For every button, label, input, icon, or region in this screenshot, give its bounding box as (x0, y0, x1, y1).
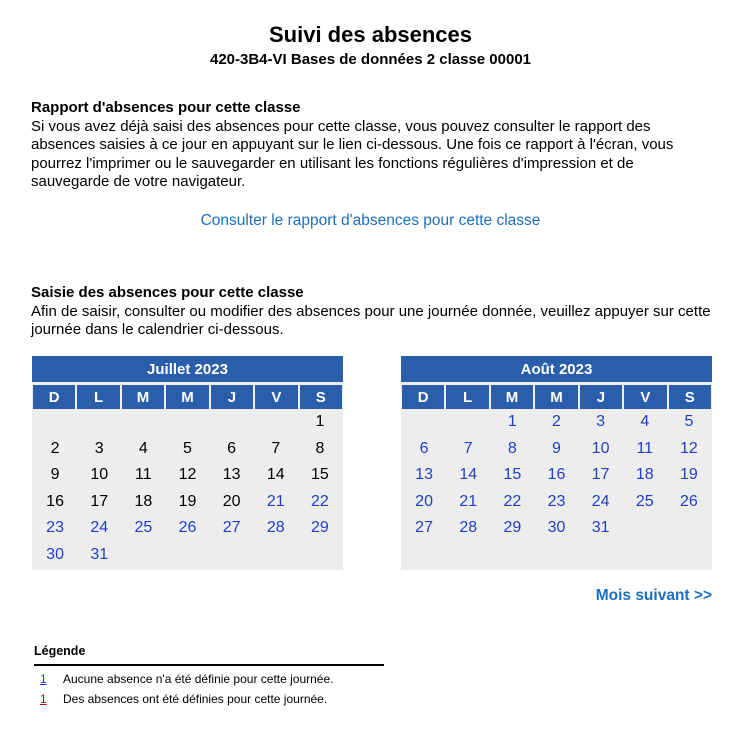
weekday-header (401, 385, 712, 409)
calendar-day[interactable]: 17 (591, 466, 610, 484)
calendar-day: 6 (227, 439, 237, 457)
calendar-day: 8 (315, 439, 325, 457)
next-month-link[interactable]: Mois suivant >> (595, 587, 712, 604)
report-section (31, 99, 711, 192)
calendar-empty-cell (33, 409, 77, 436)
calendar-week-row (401, 489, 712, 516)
entry-heading: Saisie des absences pour cette classe (31, 284, 304, 301)
weekday-label: J (580, 385, 622, 409)
calendar-day[interactable]: 29 (503, 519, 522, 537)
calendar-day[interactable]: 15 (503, 466, 522, 484)
calendar-day[interactable]: 9 (552, 439, 561, 457)
calendar-day[interactable]: 31 (90, 545, 109, 563)
calendar-day[interactable]: 4 (640, 413, 650, 431)
calendar-week-row (32, 542, 343, 569)
calendar-empty-cell (623, 542, 667, 569)
calendar-day: 11 (135, 466, 152, 484)
legend-item-no-absence (34, 672, 384, 686)
legend (34, 644, 384, 706)
calendar-day[interactable]: 16 (547, 466, 566, 484)
calendar-empty-cell (667, 542, 711, 569)
calendar-empty-cell (165, 542, 209, 569)
legend-sample-day-red: 1 (40, 692, 47, 706)
calendar-day[interactable]: 25 (134, 519, 153, 537)
calendar-day: 1 (315, 413, 325, 431)
calendar-day[interactable]: 19 (680, 466, 698, 484)
report-heading: Rapport d'absences pour cette classe (31, 99, 301, 116)
calendar-day: 10 (90, 466, 109, 484)
weekday-label: M (166, 385, 208, 409)
calendar-empty-cell (298, 542, 342, 569)
calendar-day: 15 (311, 466, 329, 484)
weekday-label: M (535, 385, 577, 409)
calendar-day[interactable]: 24 (591, 492, 610, 510)
calendar-week-row (401, 409, 712, 436)
calendar-day: 13 (222, 466, 241, 484)
calendar-july (32, 356, 343, 570)
page-title: Suivi des absences (269, 22, 472, 47)
calendar-empty-cell (165, 409, 209, 436)
calendar-day[interactable]: 27 (415, 519, 433, 537)
legend-sample-day-blue: 1 (40, 672, 47, 686)
calendar-day[interactable]: 1 (507, 413, 517, 431)
weekday-label: M (122, 385, 164, 409)
weekday-label: L (446, 385, 488, 409)
calendar-day: 4 (138, 439, 148, 457)
calendar-empty-cell (402, 542, 446, 569)
calendar-day[interactable]: 7 (463, 439, 473, 457)
calendar-days (401, 409, 712, 568)
weekday-label: V (255, 385, 297, 409)
calendar-day[interactable]: 10 (591, 439, 610, 457)
calendar-day: 20 (222, 492, 241, 510)
calendar-empty-cell (254, 409, 298, 436)
calendar-day[interactable]: 29 (311, 519, 329, 537)
calendar-empty-cell (121, 409, 165, 436)
legend-item-absence (34, 692, 384, 706)
weekday-label: S (300, 385, 342, 409)
calendar-day[interactable]: 21 (266, 492, 285, 510)
calendar-week-row (401, 462, 712, 489)
legend-item-text: Aucune absence n'a été définie pour cette journée. (63, 672, 334, 686)
weekday-label: M (491, 385, 533, 409)
report-description: Si vous avez déjà saisi des absences pour cette classe, vous pouvez consulter le rapport des absences saisies à ce jour en appuyant sur le lien ci-dessous. Une fois ce rapport à l'écran, vous pourrez l'imprimer ou le sauvegarder en utilisant les fonctions régulières d'impression et de sauvegarde de votre navigateur. (31, 117, 674, 190)
calendar-day[interactable]: 6 (419, 439, 429, 457)
calendar-day[interactable]: 13 (415, 466, 433, 484)
view-report-link[interactable]: Consulter le rapport d'absences pour cette classe (200, 212, 541, 229)
calendar-day[interactable]: 25 (635, 492, 654, 510)
calendar-empty-cell (534, 542, 578, 569)
calendar-day[interactable]: 14 (459, 466, 478, 484)
calendar-day: 9 (50, 466, 60, 484)
calendar-day[interactable]: 23 (547, 492, 566, 510)
calendar-week-row (401, 515, 712, 542)
weekday-label: D (402, 385, 444, 409)
calendar-days (32, 409, 343, 568)
calendar-day[interactable]: 28 (266, 519, 285, 537)
calendar-day: 14 (266, 466, 285, 484)
calendar-day[interactable]: 21 (459, 492, 478, 510)
calendar-empty-cell (254, 542, 298, 569)
calendar-week-row (32, 489, 343, 516)
legend-item-text: Des absences ont été définies pour cette journée. (63, 692, 328, 706)
calendar-day[interactable]: 8 (507, 439, 517, 457)
calendar-day: 3 (94, 439, 104, 457)
legend-title: Légende (34, 644, 384, 666)
calendar-day: 2 (50, 439, 60, 457)
calendar-day[interactable]: 24 (90, 519, 109, 537)
calendar-august (401, 356, 712, 570)
calendar-empty-cell (490, 542, 534, 569)
calendar-empty-cell (210, 542, 254, 569)
calendar-month-title: Juillet 2023 (32, 356, 343, 382)
calendar-day[interactable]: 27 (222, 519, 241, 537)
calendar-day[interactable]: 12 (680, 439, 698, 457)
calendar-empty-cell (446, 409, 490, 436)
calendar-week-row (401, 436, 712, 463)
calendar-empty-cell (121, 542, 165, 569)
calendar-empty-cell (210, 409, 254, 436)
entry-description: Afin de saisir, consulter ou modifier des absences pour une journée donnée, veuillez appuyer sur cette journée dans le calendrier ci-dessous. (31, 302, 711, 338)
calendar-empty-cell (402, 409, 446, 436)
calendar-day[interactable]: 22 (311, 492, 329, 510)
calendar-empty-cell (667, 515, 711, 542)
calendar-week-row (32, 515, 343, 542)
weekday-label: J (211, 385, 253, 409)
calendar-day[interactable]: 3 (596, 413, 606, 431)
calendar-empty-cell (579, 542, 623, 569)
calendar-empty-cell (77, 409, 121, 436)
weekday-label: V (624, 385, 666, 409)
calendar-day[interactable]: 26 (680, 492, 698, 510)
calendar-day: 19 (178, 492, 197, 510)
calendar-day[interactable]: 30 (46, 545, 64, 563)
calendar-day[interactable]: 23 (46, 519, 64, 537)
calendar-day: 5 (183, 439, 192, 457)
entry-section (31, 284, 711, 340)
calendar-day: 7 (271, 439, 281, 457)
weekday-label: L (77, 385, 119, 409)
page-subtitle: 420-3B4-VI Bases de données 2 classe 00001 (209, 51, 532, 68)
calendar-day[interactable]: 5 (684, 413, 694, 431)
calendar-week-row (32, 462, 343, 489)
calendar-day: 16 (46, 492, 64, 510)
calendar-empty-cell (623, 515, 667, 542)
calendar-day: 12 (178, 466, 197, 484)
calendar-day[interactable]: 26 (178, 519, 197, 537)
calendar-week-row (32, 436, 343, 463)
calendar-month-title: Août 2023 (401, 356, 712, 382)
calendar-day[interactable]: 31 (591, 519, 610, 537)
calendar-day[interactable]: 18 (635, 466, 654, 484)
calendar-day[interactable]: 28 (459, 519, 478, 537)
weekday-label: D (33, 385, 75, 409)
calendar-week-row (401, 542, 712, 569)
calendar-day[interactable]: 30 (547, 519, 566, 537)
calendar-day[interactable]: 20 (415, 492, 433, 510)
calendar-week-row (32, 409, 343, 436)
calendar-day: 17 (90, 492, 109, 510)
calendar-day: 18 (134, 492, 153, 510)
calendar-day[interactable]: 2 (552, 413, 561, 431)
weekday-label: S (669, 385, 711, 409)
calendar-day[interactable]: 22 (503, 492, 522, 510)
calendar-empty-cell (446, 542, 490, 569)
calendar-day[interactable]: 11 (636, 439, 654, 457)
weekday-header (32, 385, 343, 409)
